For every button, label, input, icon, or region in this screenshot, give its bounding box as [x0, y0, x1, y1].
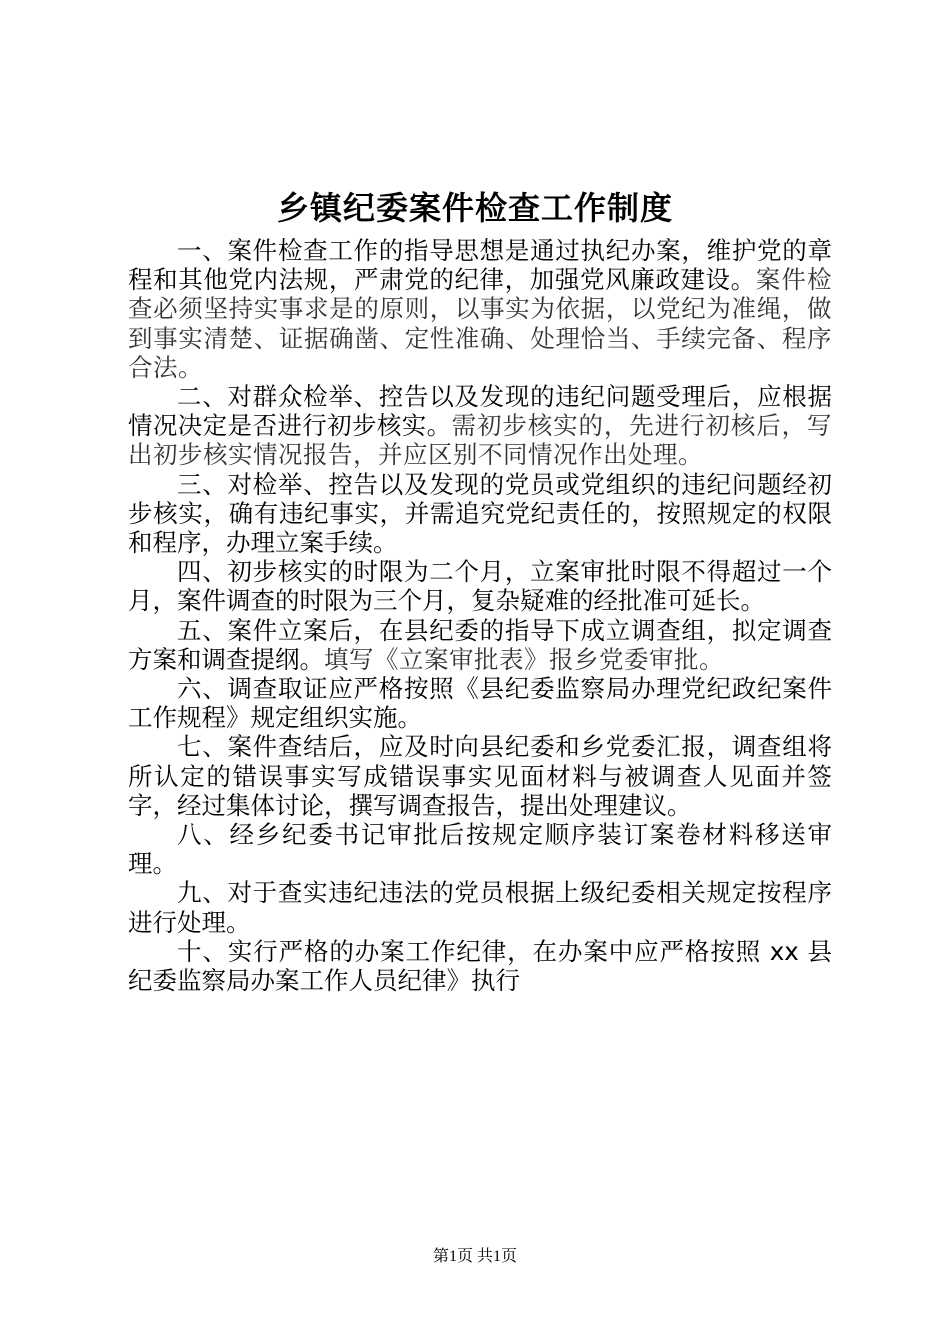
paragraph-8-main: 八、经乡纪委书记审批后按规定顺序装订案卷材料移送审理。: [128, 820, 832, 879]
page-number-footer: 第1页 共1页: [432, 1248, 517, 1265]
paragraph-7-main: 七、案件查结后，应及时向县纪委和乡党委汇报，调查组将所认定的错误事实写成错误事实见面材料与被调查人见面并签字，经过集体讨论，撰写调查报告，提出处理建议。: [128, 732, 832, 820]
paragraph-1: [128, 236, 832, 382]
paragraph-3-main: 三、对检举、控告以及发现的党员或党组织的违纪问题经初步核实，确有违纪事实，并需追究党纪责任的，按照规定的权限和程序，办理立案手续。: [128, 469, 832, 558]
document-body: [128, 236, 832, 995]
document-title: 乡镇纪委案件检查工作制度: [276, 189, 673, 227]
paragraph-5-main: 五、案件立案后，在县纪委的指导下成立调查组，拟定调查方案和调查提纲。: [128, 615, 832, 674]
paragraph-5-extra: 填写《立案审批表》报乡党委审批。: [324, 644, 724, 674]
paragraph-3: [128, 470, 832, 558]
paragraph-2-main: 二、对群众检举、控告以及发现的违纪问题受理后，应根据情况决定是否进行初步核实。: [128, 382, 832, 441]
paragraph-1-main: 一、案件检查工作的指导思想是通过执纪办案，维护党的章程和其他党内法规，严肃党的纪律，加强党风廉政建设。: [128, 236, 832, 295]
paragraph-5: [128, 616, 832, 674]
paragraph-1-extra: 案件检查必须坚持实事求是的原则，以事实为依据，以党纪为准绳，做到事实清楚、证据确凿、定性准确、处理恰当、手续完备、程序合法。: [128, 265, 833, 382]
paragraph-2: [128, 382, 832, 470]
paragraph-8: [128, 820, 832, 878]
paragraph-9-main: 九、对于查实违纪违法的党员根据上级纪委相关规定按程序进行处理。: [128, 878, 832, 937]
paragraph-6-main: 六、调查取证应严格按照《县纪委监察局办理党纪政纪案件工作规程》规定组织实施。: [128, 674, 832, 733]
paragraph-10-main: 十、实行严格的办案工作纪律，在办案中应严格按照 xx 县纪委监察局办案工作人员纪律》执行: [128, 936, 832, 996]
paragraph-9: [128, 878, 832, 936]
paragraph-4: [128, 557, 832, 615]
paragraph-10: [128, 937, 832, 995]
paragraph-2-extra: 需初步核实的，先进行初核后，写出初步核实情况报告，并应区别不同情况作出处理。: [128, 411, 833, 470]
paragraph-7: [128, 732, 832, 820]
paragraph-6: [128, 674, 832, 732]
paragraph-4-main: 四、初步核实的时限为二个月，立案审批时限不得超过一个月，案件调查的时限为三个月，复杂疑难的经批准可延长。: [128, 557, 832, 616]
